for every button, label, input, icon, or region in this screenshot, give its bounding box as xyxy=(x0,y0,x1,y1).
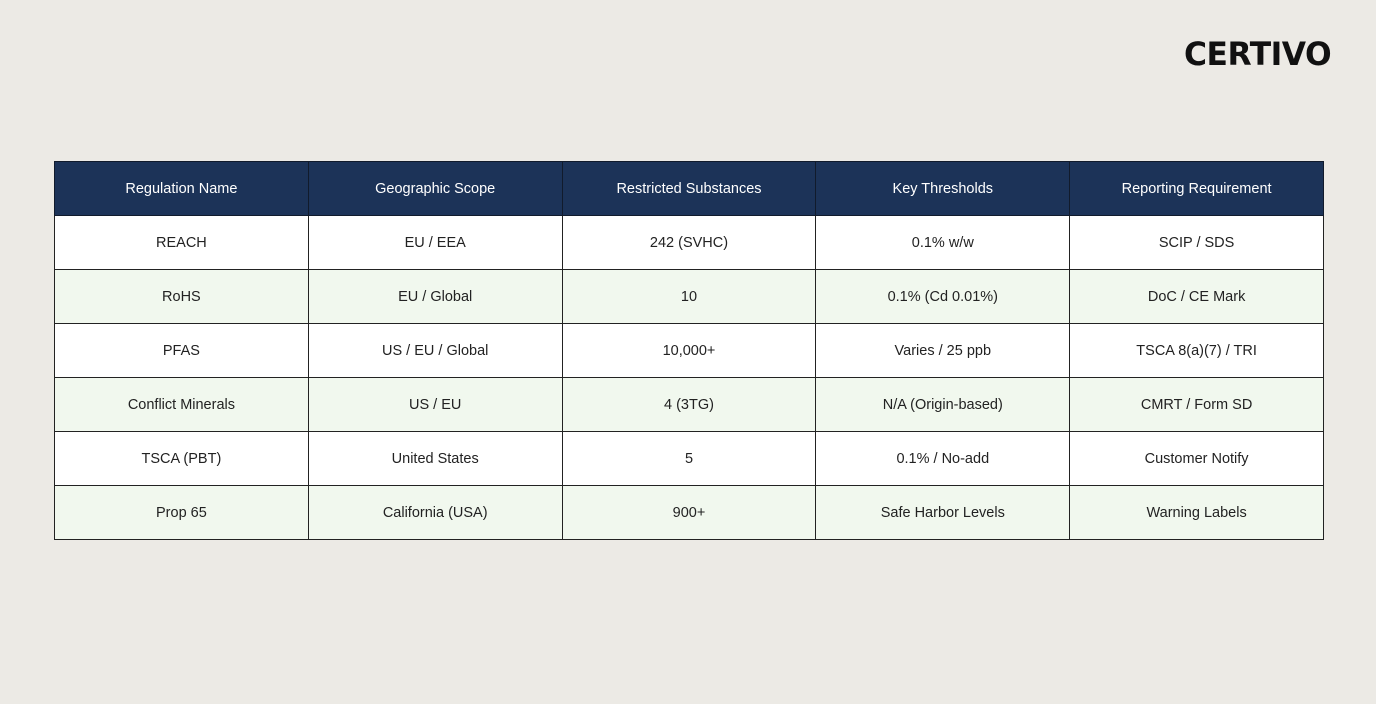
table-row xyxy=(55,324,1324,378)
cell-geographic-scope: California (USA) xyxy=(308,486,562,540)
table-row xyxy=(55,486,1324,540)
cell-restricted-substances: 5 xyxy=(562,432,816,486)
cell-geographic-scope: United States xyxy=(308,432,562,486)
cell-restricted-substances: 10 xyxy=(562,270,816,324)
cell-restricted-substances: 10,000+ xyxy=(562,324,816,378)
column-header-restricted-substances: Restricted Substances xyxy=(562,162,816,216)
cell-regulation-name: PFAS xyxy=(55,324,309,378)
cell-reporting-requirement: SCIP / SDS xyxy=(1070,216,1324,270)
column-header-regulation-name: Regulation Name xyxy=(55,162,309,216)
table-body xyxy=(55,216,1324,540)
cell-key-thresholds: 0.1% / No-add xyxy=(816,432,1070,486)
cell-regulation-name: REACH xyxy=(55,216,309,270)
column-header-geographic-scope: Geographic Scope xyxy=(308,162,562,216)
cell-reporting-requirement: Customer Notify xyxy=(1070,432,1324,486)
cell-geographic-scope: US / EU / Global xyxy=(308,324,562,378)
cell-reporting-requirement: DoC / CE Mark xyxy=(1070,270,1324,324)
table-row xyxy=(55,216,1324,270)
cell-restricted-substances: 900+ xyxy=(562,486,816,540)
cell-key-thresholds: N/A (Origin-based) xyxy=(816,378,1070,432)
cell-reporting-requirement: Warning Labels xyxy=(1070,486,1324,540)
column-header-reporting-requirement: Reporting Requirement xyxy=(1070,162,1324,216)
cell-key-thresholds: Varies / 25 ppb xyxy=(816,324,1070,378)
regulations-table xyxy=(54,161,1324,540)
cell-restricted-substances: 242 (SVHC) xyxy=(562,216,816,270)
cell-regulation-name: Conflict Minerals xyxy=(55,378,309,432)
table-row xyxy=(55,270,1324,324)
cell-reporting-requirement: CMRT / Form SD xyxy=(1070,378,1324,432)
cell-regulation-name: Prop 65 xyxy=(55,486,309,540)
cell-reporting-requirement: TSCA 8(a)(7) / TRI xyxy=(1070,324,1324,378)
cell-geographic-scope: EU / EEA xyxy=(308,216,562,270)
cell-restricted-substances: 4 (3TG) xyxy=(562,378,816,432)
cell-geographic-scope: EU / Global xyxy=(308,270,562,324)
table-header xyxy=(55,162,1324,216)
cell-key-thresholds: 0.1% (Cd 0.01%) xyxy=(816,270,1070,324)
column-header-key-thresholds: Key Thresholds xyxy=(816,162,1070,216)
certivo-logo: CERTIVO xyxy=(1184,35,1332,73)
table-row xyxy=(55,378,1324,432)
regulations-table-container xyxy=(54,161,1324,540)
header-row xyxy=(55,162,1324,216)
cell-regulation-name: RoHS xyxy=(55,270,309,324)
cell-key-thresholds: 0.1% w/w xyxy=(816,216,1070,270)
cell-geographic-scope: US / EU xyxy=(308,378,562,432)
cell-regulation-name: TSCA (PBT) xyxy=(55,432,309,486)
table-row xyxy=(55,432,1324,486)
cell-key-thresholds: Safe Harbor Levels xyxy=(816,486,1070,540)
